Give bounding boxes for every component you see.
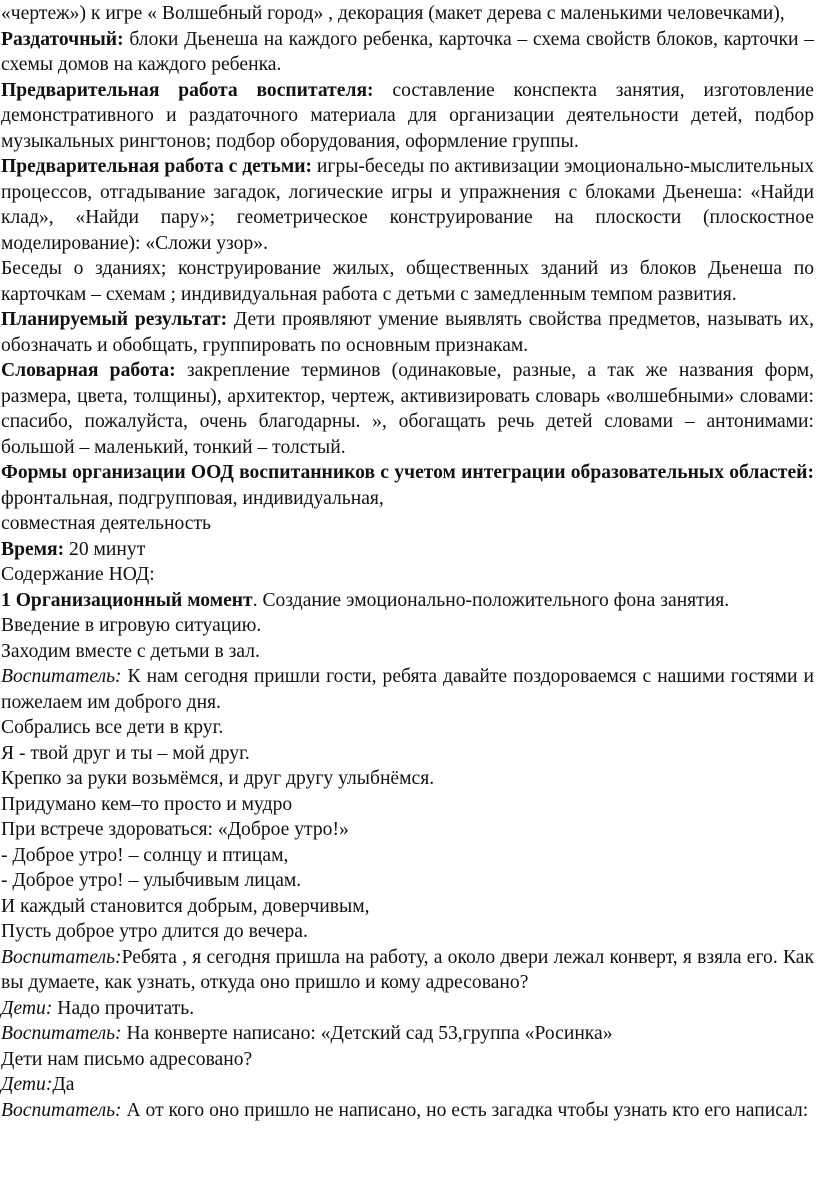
poem-text: Крепко за руки возьмёмся, и друг другу улыбнёмся. [1, 768, 435, 789]
speaker-label: Воспитатель: [1, 1099, 122, 1121]
dialogue-line [1, 1098, 814, 1124]
paragraph-org-moment [1, 588, 814, 614]
dialogue-text: Надо прочитать. [52, 997, 195, 1019]
poem-line [1, 843, 814, 869]
label-children-prep: Предварительная работа с детьми: [1, 156, 313, 177]
speaker-label: Воспитатель: [1, 1023, 122, 1044]
label-teacher-prep: Предварительная работа воспитателя: [1, 79, 374, 101]
poem-text: Придумано кем–то просто и мудро [1, 793, 293, 815]
paragraph-text: составление конспекта занятия, изготовление демонстративного и раздаточного материала для организации деятельности детей, подбор музыкальных рингтонов; подбор оборудования, оформление группы. [1, 79, 814, 152]
paragraph-expected-result [1, 307, 814, 358]
paragraph-vocabulary [1, 358, 814, 460]
poem-text: Собрались все дети в круг. [1, 717, 224, 738]
paragraph-intro-game [1, 613, 814, 639]
paragraph-text: совместная деятельность [1, 513, 211, 534]
poem-text: Пусть доброе утро длится до вечера. [1, 921, 308, 942]
poem-text: При встрече здороваться: «Доброе утро!» [1, 819, 349, 840]
poem-line [1, 919, 814, 945]
label-time: Время: [1, 538, 65, 560]
paragraph-text: блоки Дьенеша на каждого ребенка, карточка – схема свойств блоков, карточки – схемы домов на каждого ребенка. [1, 28, 814, 75]
dialogue-line [1, 664, 814, 715]
poem-line [1, 715, 814, 741]
paragraph-text: Введение в игровую ситуацию. [1, 615, 262, 636]
paragraph-materials-demo [1, 1, 814, 27]
speaker-label: Дети: [1, 1074, 53, 1095]
speaker-label: Воспитатель: [1, 666, 122, 687]
paragraph-text: «чертеж») к игре « Волшебный город» , декорация (макет дерева с маленькими человечками), [1, 3, 785, 24]
paragraph-children-prep [1, 154, 814, 256]
label-handout: Раздаточный: [1, 28, 124, 50]
poem-line [1, 894, 814, 920]
paragraph-joint-activity [1, 511, 814, 537]
poem-text: - Доброе утро! – солнцу и птицам, [1, 844, 289, 866]
speaker-label: Воспитатель: [1, 946, 122, 968]
paragraph-text: Дети проявляют умение выявлять свойства предметов, называть их, обозначать и обобщать, группировать по основным признакам. [1, 309, 814, 356]
speaker-label: Дети: [1, 997, 53, 1019]
dialogue-text: А от кого оно пришло не написано, но есть загадка чтобы узнать кто его написал: [121, 1099, 809, 1121]
label-org-moment: 1 Организационный момент [1, 589, 253, 611]
dialogue-line [1, 1021, 814, 1047]
paragraph-text: 20 минут [64, 538, 146, 560]
poem-line [1, 741, 814, 767]
paragraph-text: Заходим вместе с детьми в зал. [1, 640, 260, 662]
paragraph-text: . Создание эмоционально-положительного фона занятия. [252, 589, 730, 611]
label-expected-result: Планируемый результат: [1, 309, 228, 330]
dialogue-line [1, 1072, 814, 1098]
dialogue-text: Дети нам письмо адресовано? [1, 1048, 253, 1070]
poem-line [1, 868, 814, 894]
paragraph-organization-forms [1, 460, 814, 511]
label-vocabulary: Словарная работа: [1, 360, 176, 381]
dialogue-text: На конверте написано: «Детский сад 53,группа «Росинка» [121, 1023, 613, 1044]
poem-text: Я - твой друг и ты – мой друг. [1, 742, 250, 764]
dialogue-line [1, 945, 814, 996]
label-organization-forms: Формы организации ООД воспитанников с учетом интеграции образовательных областей: [1, 462, 814, 483]
dialogue-text: К нам сегодня пришли гости, ребята давайте поздороваемся с нашими гостями и пожелаем им доброго дня. [1, 666, 814, 713]
paragraph-text: Беседы о зданиях; конструирование жилых, общественных зданий из блоков Дьенеша по карточкам – схемам ; индивидуальная работа с детьми с замедленным темпом развития. [1, 258, 814, 305]
paragraph-text: закрепление терминов (одинаковые, разные, а так же названия форм, размера, цвета, толщины), архитектор, чертеж, активизировать словарь «волшебными» словами: спасибо, пожалуйста, очень благодарны. », обогащать речь детей словами – антонимами: большой – маленький, тонкий – толстый. [1, 360, 814, 458]
paragraph-contents-heading [1, 562, 814, 588]
paragraph-handout [1, 27, 814, 78]
paragraph-enter-hall [1, 639, 814, 665]
poem-line [1, 766, 814, 792]
paragraph-text: игры-беседы по активизации эмоционально-мыслительных процессов, отгадывание загадок, логические игры и упражнения с блоками Дьенеша: «Найди клад», «Найди пару»; геометрическое конструирование на плоскости (плоскостное моделирование): «Сложи узор». [1, 156, 814, 254]
paragraph-time [1, 537, 814, 563]
dialogue-text: Ребята , я сегодня пришла на работу, а около двери лежал конверт, я взяла его. Как вы думаете, как узнать, откуда оно пришло и кому адресовано? [1, 946, 814, 993]
paragraph-conversations [1, 256, 814, 307]
poem-line [1, 792, 814, 818]
poem-text: И каждый становится добрым, доверчивым, [1, 895, 370, 917]
poem-text: - Доброе утро! – улыбчивым лицам. [1, 870, 302, 891]
dialogue-line [1, 1047, 814, 1073]
poem-line [1, 817, 814, 843]
dialogue-text: Да [52, 1074, 75, 1095]
dialogue-line [1, 996, 814, 1022]
paragraph-teacher-prep [1, 78, 814, 155]
paragraph-text: фронтальная, подгрупповая, индивидуальная, [1, 487, 384, 509]
paragraph-text: Содержание НОД: [1, 564, 155, 585]
